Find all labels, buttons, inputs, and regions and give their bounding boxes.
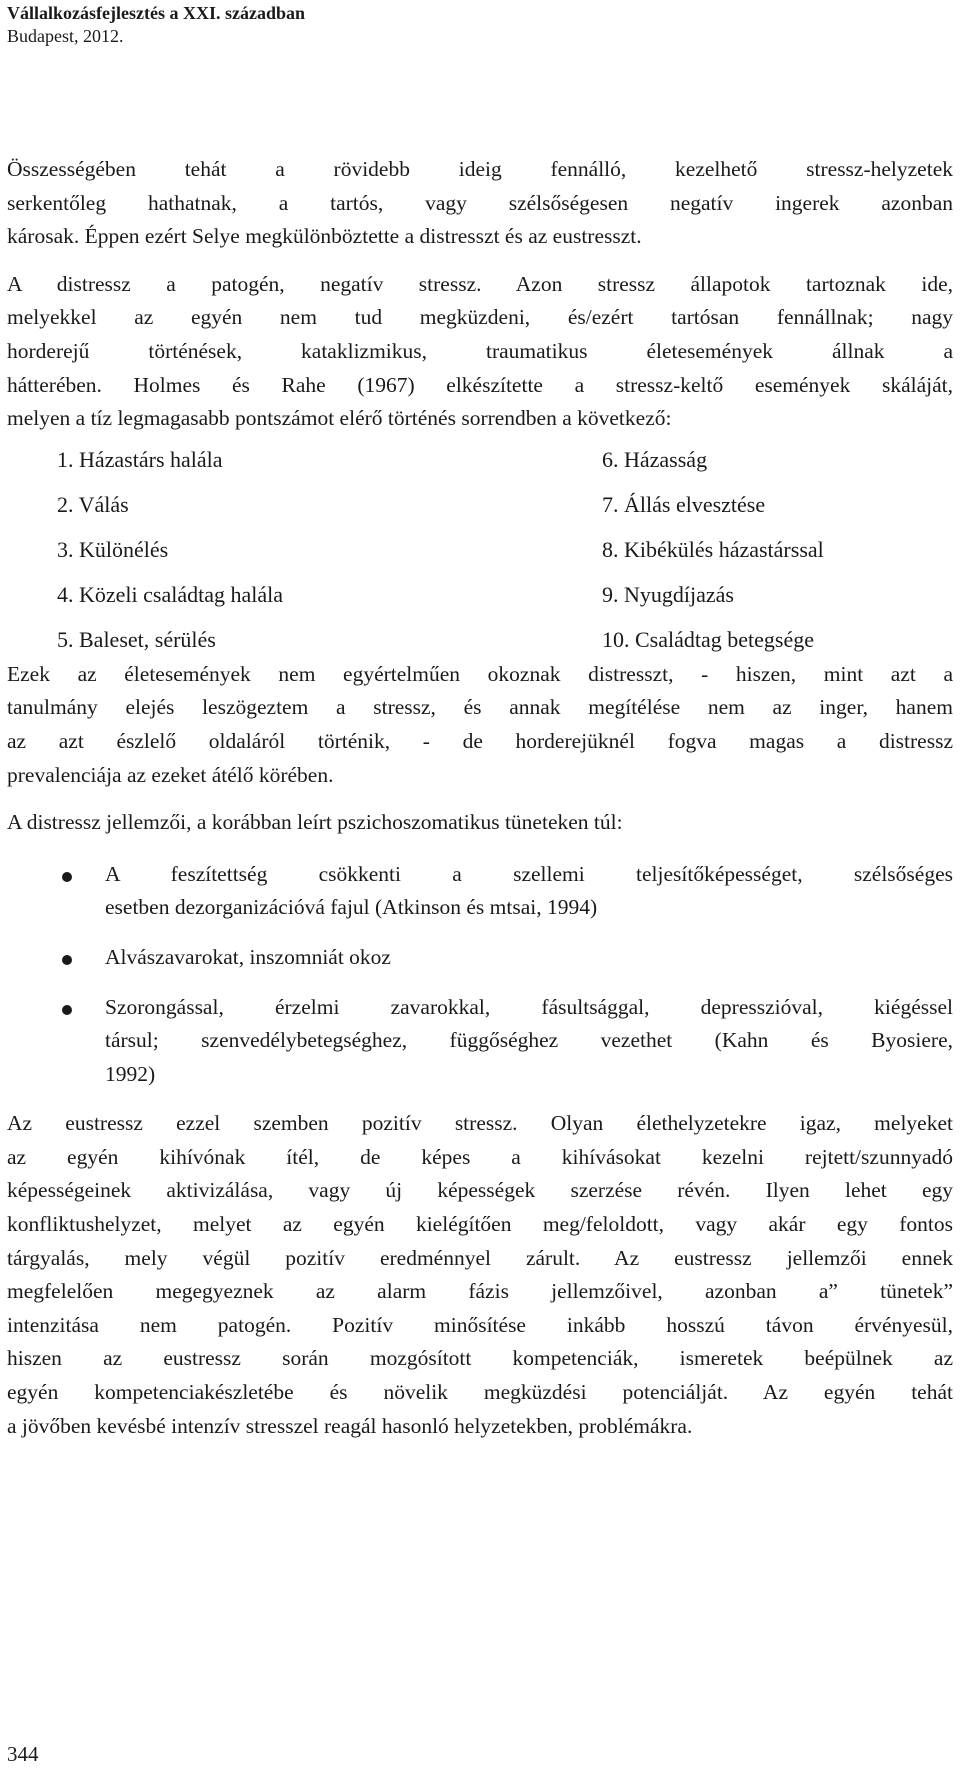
list-item: 2. Válás (57, 491, 129, 517)
text-line: Szorongással, érzelmi zavarokkal, fásultsággal, depresszióval, kiégéssel (105, 994, 953, 1019)
bullet-item (7, 941, 953, 975)
text-line: Ezek az életesemények nem egyértelműen okoznak distresszt, - hiszen, mint azt a (7, 661, 953, 686)
text-line: 1992) (105, 1061, 156, 1086)
bullet-item (7, 991, 953, 1092)
paragraph-5 (7, 1107, 953, 1443)
text-line: megfelelően megegyeznek az alarm fázis jellemzőivel, azonban a” tünetek” (7, 1279, 953, 1304)
text-line: melyen a tíz legmagasabb pontszámot elérő történés sorrendben a következő: (7, 406, 672, 431)
list-item: 1. Házastárs halála (57, 446, 223, 472)
text-line: intenzitása nem patogén. Pozitív minősítése inkább hosszú távon érvényesül, (7, 1312, 953, 1337)
list-item: 3. Különélés (57, 536, 169, 562)
paragraph-4: A distressz jellemzői, a korábban leírt pszichoszomatikus tüneteken túl: (7, 810, 623, 835)
text-line: a jövőben kevésbé intenzív stresszel reagál hasonló helyzetekben, problémákra. (7, 1413, 693, 1438)
list-item: 4. Közeli családtag halála (57, 581, 284, 607)
text-line: horderejű történések, kataklizmikus, traumatikus életesemények állnak a (7, 338, 953, 363)
text-line: A distressz a patogén, negatív stressz. Azon stressz állapotok tartoznak ide, (7, 271, 953, 296)
bullet-item (7, 858, 953, 925)
text-line: társul; szenvedélybetegséghez, függőséghez vezethet (Kahn és Byosiere, (105, 1028, 953, 1053)
text-line: az egyén kihívónak ítél, de képes a kihívásokat kezelni rejtett/szunnyadó (7, 1144, 953, 1169)
bullet-icon (62, 872, 72, 882)
text-line: károsak. Éppen ezért Selye megkülönböztette a distresszt és az eustresszt. (7, 224, 642, 249)
header-title: Vállalkozásfejlesztés a XXI. században (7, 3, 305, 23)
text-line: melyekkel az egyén nem tud megküzdeni, és/ezért tartósan fennállnak; nagy (7, 305, 953, 330)
page-number: 344 (7, 1742, 39, 1766)
list-item: 5. Baleset, sérülés (57, 626, 216, 652)
list-item: 6. Házasság (602, 446, 708, 472)
bullet-icon (62, 1005, 72, 1015)
text-line: serkentőleg hathatnak, a tartós, vagy szélsőségesen negatív ingerek azonban (7, 190, 953, 215)
text-line: képességeinek aktivizálása, vagy új képességek szerzése révén. Ilyen lehet egy (7, 1178, 953, 1203)
distress-characteristics-list (7, 858, 953, 1092)
list-item: 8. Kibékülés házastárssal (602, 536, 824, 562)
document-body (7, 153, 953, 1443)
text-line: Összességében tehát a rövidebb ideig fennálló, kezelhető stressz-helyzetek (7, 157, 953, 181)
bullet-icon (62, 955, 72, 965)
text-line: tanulmány elejés leszögeztem a stressz, és annak megítélése nem az inger, hanem (7, 695, 953, 720)
list-item: 9. Nyugdíjazás (602, 581, 734, 607)
paragraph-1 (7, 153, 953, 254)
list-item: 10. Családtag betegsége (602, 626, 814, 652)
running-header (7, 2, 305, 48)
text-line: Alvászavarokat, inszomniát okoz (105, 944, 391, 969)
text-line: hátterében. Holmes és Rahe (1967) elkészítette a stressz-keltő események skáláját, (7, 372, 953, 397)
text-line: tárgyalás, mely végül pozitív eredménnyel zárult. Az eustressz jellemzői ennek (7, 1245, 953, 1270)
text-line: prevalenciája az ezeket átélő körében. (7, 762, 334, 787)
paragraph-2 (7, 268, 953, 436)
text-line: konfliktushelyzet, melyet az egyén kielégítően meg/feloldott, vagy akár egy fontos (7, 1212, 953, 1237)
text-line: A feszítettség csökkenti a szellemi teljesítőképességet, szélsőséges (105, 861, 953, 886)
text-line: esetben dezorganizációvá fajul (Atkinson és mtsai, 1994) (105, 895, 598, 920)
stress-events-list (57, 444, 953, 656)
paragraph-3 (7, 658, 953, 792)
text-line: Az eustressz ezzel szemben pozitív stressz. Olyan élethelyzetekre igaz, melyeket (7, 1111, 953, 1136)
text-line: egyén kompetenciakészletébe és növelik megküzdési potenciálját. Az egyén tehát (7, 1380, 953, 1405)
text-line: hiszen az eustressz során mozgósított kompetenciák, ismeretek beépülnek az (7, 1346, 953, 1371)
list-item: 7. Állás elvesztése (602, 491, 766, 517)
header-subtitle: Budapest, 2012. (7, 26, 124, 46)
text-line: az azt észlelő oldaláról történik, - de horderejüknél fogva magas a distressz (7, 728, 953, 753)
